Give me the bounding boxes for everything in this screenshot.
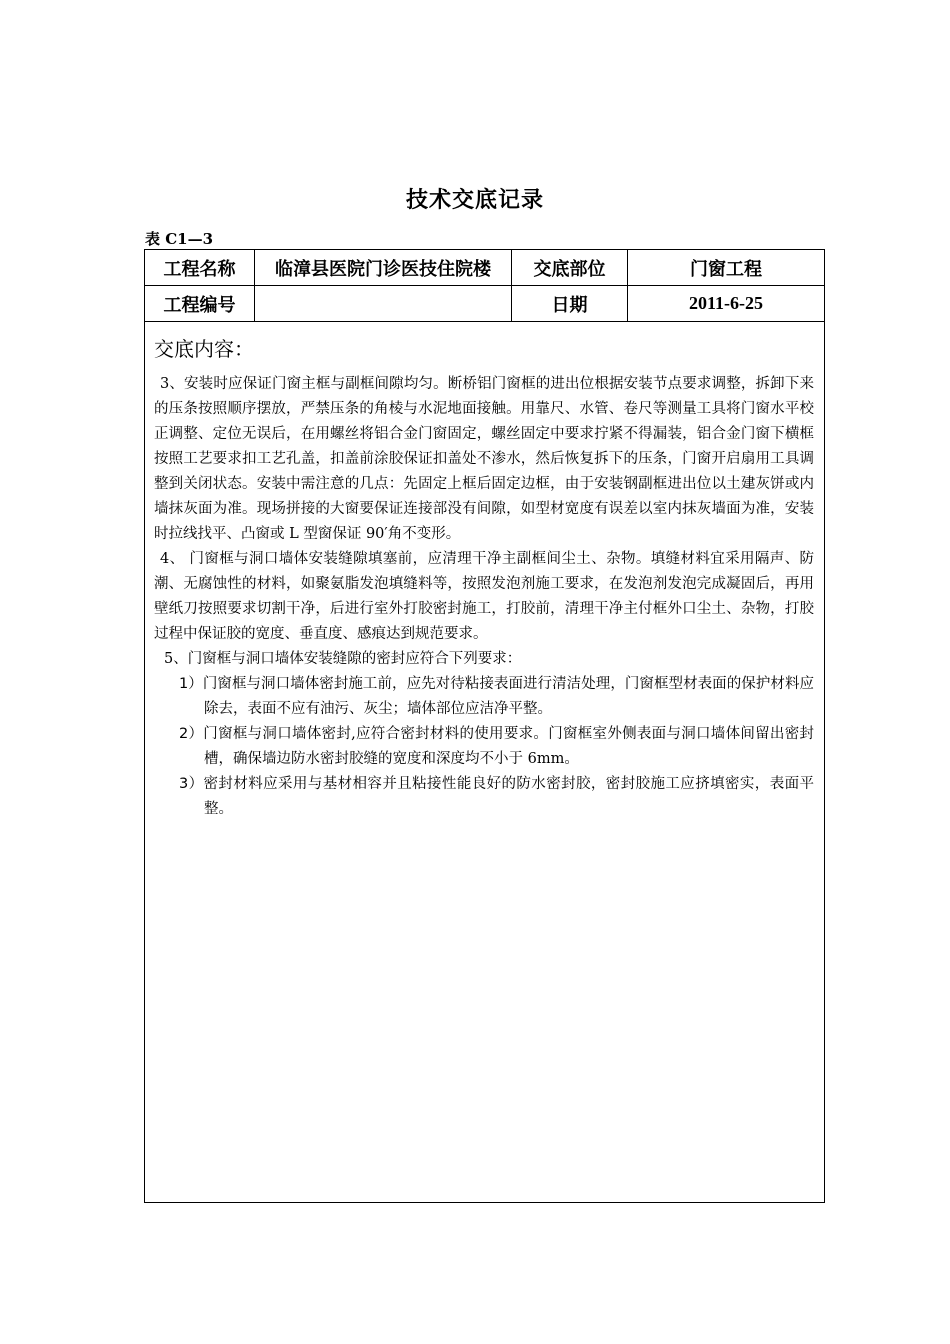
project-name-label: 工程名称 bbox=[145, 250, 255, 286]
list-item: 1）门窗框与洞口墙体密封施工前，应先对待粘接表面进行清洁处理，门窗框型材表面的保护材料应除去，表面不应有油污、灰尘；墙体部位应洁净平整。 bbox=[179, 676, 815, 717]
disclosure-part-label: 交底部位 bbox=[512, 250, 628, 286]
date-value: 2011-6-25 bbox=[628, 286, 825, 322]
record-table bbox=[144, 249, 825, 1203]
paragraph-4: 4、 门窗框与洞口墙体安装缝隙填塞前，应清理干净主副框间尘土、杂物。填缝材料宜采用隔声、防潮、无腐蚀性的材料，如聚氨脂发泡填缝料等，按照发泡剂施工要求，在发泡剂发泡完成凝固后，再用壁纸刀按照要求切割干净，后进行室外打胶密封施工，打胶前，清理干净主付框外口尘土、杂物，打胶过程中保证胶的宽度、垂直度、感痕达到规范要求。 bbox=[154, 551, 814, 642]
disclosure-part-value: 门窗工程 bbox=[628, 250, 825, 286]
project-number-value bbox=[255, 286, 512, 322]
table-row-content bbox=[145, 322, 825, 1203]
content-cell bbox=[145, 322, 825, 1203]
table-row-project-number bbox=[145, 286, 825, 322]
list-item: 2）门窗框与洞口墙体密封,应符合密封材料的使用要求。门窗框室外侧表面与洞口墙体间留出密封槽，确保墙边防水密封胶缝的宽度和深度均不小于 6mm。 bbox=[179, 726, 814, 767]
paragraph-5-heading: 5、门窗框与洞口墙体安装缝隙的密封应符合下列要求： bbox=[164, 651, 522, 667]
form-code: 表 C1—3 bbox=[145, 230, 214, 248]
project-name-value: 临漳县医院门诊医技住院楼 bbox=[255, 250, 512, 286]
list-item: 3）密封材料应采用与基材相容并且粘接性能良好的防水密封胶，密封胶施工应挤填密实，表面平整。 bbox=[179, 776, 814, 817]
content-heading: 交底内容： bbox=[154, 337, 254, 361]
page-title: 技术交底记录 bbox=[405, 188, 544, 213]
paragraph-3: 3、安装时应保证门窗主框与副框间隙均匀。断桥铝门窗框的进出位根据安装节点要求调整，拆卸下来的压条按照顺序摆放，严禁压条的角棱与水泥地面接触。用靠尺、水管、卷尺等测量工具将门窗水平校正调整、定位无误后，在用螺丝将铝合金门窗固定，螺丝固定中要求拧紧不得漏装，铝合金门窗下横框按照工艺要求扣工艺孔盖，扣盖前涂胶保证扣盖处不渗水，然后恢复拆下的压条，门窗开启扇用工具调整到关闭状态。安装中需注意的几点：先固定上框后固定边框，由于安装钢副框进出位以土建灰饼或内墙抹灰面为准。现场拼接的大窗要保证连接部没有间隙，如型材宽度有误差以室内抹灰墙面为准，安装时拉线找平、凸窗或 L 型窗保证 90′角不变形。 bbox=[154, 376, 814, 542]
date-label: 日期 bbox=[512, 286, 628, 322]
table-row-project-name bbox=[145, 250, 825, 286]
project-number-label: 工程编号 bbox=[145, 286, 255, 322]
